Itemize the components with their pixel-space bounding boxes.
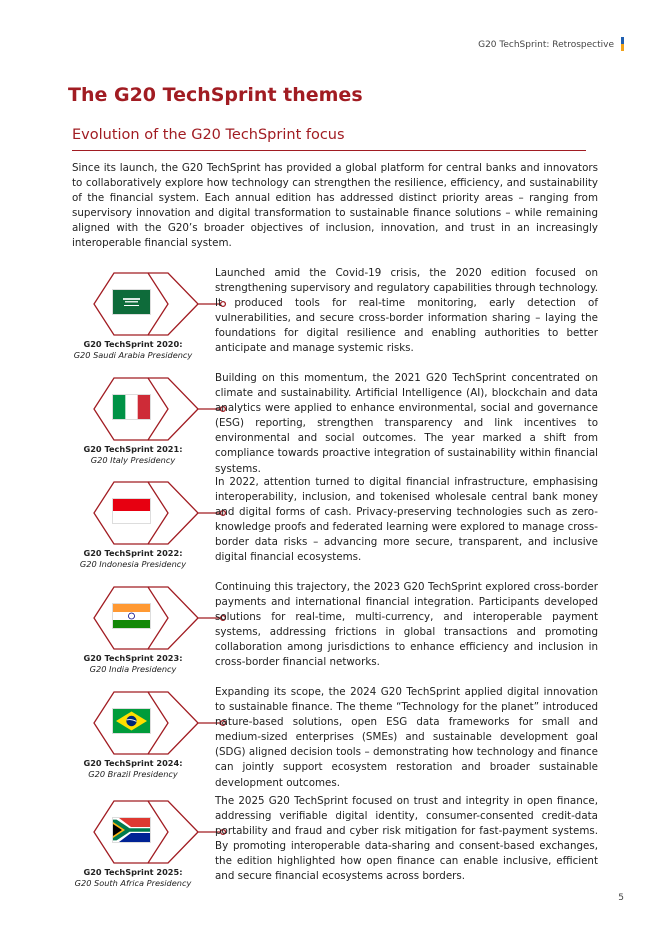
running-title: G20 TechSprint: Retrospective [478, 40, 614, 50]
intro-paragraph: Since its launch, the G20 TechSprint has provided a global platform for central banks and innovators to collaboratively explore how technology can strengthen the resilience, efficiency, and sustainability of the financial system. Each annual edition has addressed distinct priority areas – ranging from supervisory innovation and digital transformation to sustainable finance solutions – while remaining aligned with the G20’s broader objectives of inclusion, innovation, and trust in an increasingly interoperable financial system. [72, 162, 598, 250]
entry-description: Launched amid the Covid-19 crisis, the 2020 edition focused on strengthening supervisory and regulatory capabilities through technology. It produced tools for real-time monitoring, early detection of vulnerabilities, and secure cross-border information sharing – laying the foundations for digital resilience and enabling authorities to better anticipate and manage systemic risks. [215, 267, 598, 355]
italy-flag-icon [112, 394, 151, 420]
entry-description: Expanding its scope, the 2024 G20 TechSprint applied digital innovation to sustainable finance. The theme “Technology for the planet” introduced nature-based solutions, open ESG data frameworks for small and medium-sized enterprises (SMEs) and sustainable development goal (SDG) aligned decision tools – demonstrating how technology and finance can jointly support ecosystem restoration and broader sustainable development outcomes. [215, 686, 598, 789]
entry-year-label: G20 TechSprint 2021: [83, 444, 183, 454]
hexagon-frame [78, 586, 228, 650]
entry-presidency: G20 Italy Presidency [90, 455, 176, 465]
entry-presidency: G20 Brazil Presidency [88, 769, 178, 779]
south-africa-flag-icon [112, 817, 151, 843]
entry-description: Continuing this trajectory, the 2023 G20 TechSprint explored cross-border payments and international financial integration. Participants developed solutions for real-time, multi-currency, and interoperable payment systems, addressing frictions in global transactions and promoting collaboration among jurisdictions to enhance efficiency and inclusion in cross-border financial networks. [215, 581, 598, 669]
entry-description: Building on this momentum, the 2021 G20 TechSprint concentrated on climate and sustainability. Artificial Intelligence (AI), blockchain and data analytics were applied to enhance environmental, social and governance (ESG) reporting, strengthen transparency and link incentives to environmental and social outcomes. The year marked a shift from compliance towards proactive integration of sustainability within financial systems. [215, 372, 598, 475]
entry-year-label: G20 TechSprint 2023: [83, 653, 183, 663]
hexagon-frame [78, 691, 228, 755]
entry-description: The 2025 G20 TechSprint focused on trust and integrity in open finance, addressing verifiable digital identity, consumer-consented credit-data portability and fraud and cyber risk mitigation for fast-payment systems. By promoting interoperable data-sharing and consent-based exchanges, the edition highlighted how open finance can enable inclusive, efficient and secure financial ecosystems across borders. [215, 795, 598, 883]
brazil-flag-icon [112, 708, 151, 734]
page-number: 5 [618, 893, 624, 903]
entry-year-label: G20 TechSprint 2020: [83, 339, 183, 349]
entry-presidency: G20 India Presidency [89, 664, 177, 674]
hexagon-frame [78, 481, 228, 545]
header-accent-bar [621, 37, 624, 51]
entry-year-label: G20 TechSprint 2024: [83, 758, 183, 768]
entry-presidency: G20 Indonesia Presidency [79, 559, 187, 569]
entry-description: In 2022, attention turned to digital financial infrastructure, emphasising interoperability, inclusion, and tokenised wholesale central bank money and digital forms of cash. Privacy-preserving technologies such as zero-knowledge proofs and federated learning were explored to manage cross-border data risks – advancing more secure, transparent, and inclusive digital financial ecosystems. [215, 476, 598, 564]
entry-presidency: G20 Saudi Arabia Presidency [73, 350, 193, 360]
india-flag-icon [112, 603, 151, 629]
entry-year-label: G20 TechSprint 2025: [83, 867, 183, 877]
indonesia-flag-icon [112, 498, 151, 524]
saudi-arabia-flag-icon [112, 289, 151, 315]
hexagon-frame [78, 377, 228, 441]
page-title: The G20 TechSprint themes [68, 84, 363, 106]
hexagon-frame [78, 272, 228, 336]
section-divider [72, 150, 586, 151]
hexagon-frame [78, 800, 228, 864]
section-title: Evolution of the G20 TechSprint focus [72, 127, 345, 143]
entry-year-label: G20 TechSprint 2022: [83, 548, 183, 558]
entry-presidency: G20 South Africa Presidency [74, 878, 192, 888]
